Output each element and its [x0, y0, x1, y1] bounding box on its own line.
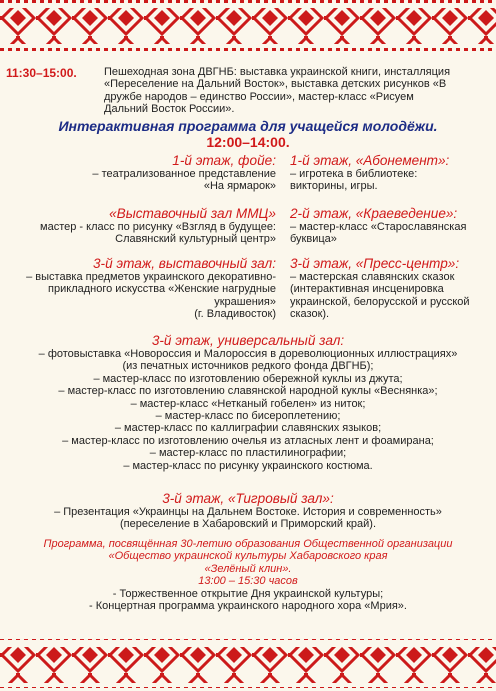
section-line: – мастер-класс по бисероплетению; — [155, 410, 341, 423]
section-line: украшения» — [214, 295, 276, 308]
section-heading: 1-й этаж, «Абонемент»: — [290, 153, 450, 168]
section-line: (переселение в Хабаровский и Приморский край). — [119, 518, 377, 531]
anniversary-item: - Концертная программа украинского народного хора «Мрия». — [89, 600, 407, 613]
section-universal — [0, 333, 496, 472]
program-title: Интерактивная программа для учащейся молодёжи. — [58, 118, 438, 134]
section-heading: 1-й этаж, фойе: — [172, 153, 276, 168]
section-kraevedenie — [290, 206, 492, 246]
section-line: «На ярмарок» — [203, 180, 276, 193]
section-line: – театрализованное представление — [92, 168, 276, 180]
section-line: – фотовыставка «Новороссия и Малороссия в дореволюционных иллюстрациях» — [38, 348, 458, 360]
intro-line: дружбе народов – единство России», мастер-класс «Рисуем — [104, 90, 414, 103]
section-line: буквица» — [290, 233, 337, 246]
section-line: – мастер-класс по изготовлению очелья из атласных лент и фоамирана; — [62, 434, 434, 447]
section-line: Славянский культурный центр» — [115, 233, 276, 246]
section-abonement — [290, 153, 492, 193]
intro-line: Пешеходная зона ДВГНБ: выставка украинской книги, инсталляция — [104, 66, 451, 78]
section-line: – мастер-класс по изготовлению славянской народной куклы «Веснянка»; — [58, 385, 438, 398]
intro-time: 11:30–15:00. — [6, 66, 77, 80]
section-line: – выставка предметов украинского декоративно- — [26, 271, 276, 283]
section-line: – мастер-класс по каллиграфии славянских языков; — [114, 422, 382, 435]
section-heading: 3-й этаж, универсальный зал: — [151, 333, 345, 348]
section-heading: «Выставочный зал ММЦ» — [109, 206, 276, 221]
section-heading: 3-й этаж, «Тигровый зал»: — [162, 491, 334, 506]
intro-line: Дальний Восток России». — [104, 103, 235, 116]
section-line: (интерактивная инсценировка — [290, 283, 444, 296]
section-line: – мастер-класс «Нетканый гобелен» из ниток; — [130, 397, 366, 410]
anniversary-time: 13:00 – 15:30 часов — [198, 575, 298, 588]
section-line: (из печатных источников редкого фонда ДВГНБ); — [122, 360, 374, 373]
section-line: (г. Владивосток) — [194, 308, 276, 321]
section-line: – мастер-класс по рисунку украинского костюма. — [123, 459, 373, 472]
program-time: 12:00–14:00. — [206, 134, 290, 150]
section-line: украинской, белорусской и русской — [290, 295, 470, 308]
section-line: – мастер-класс по пластилинографии; — [149, 447, 347, 460]
section-tiger — [0, 491, 496, 531]
program-header — [0, 118, 496, 150]
section-line: – игротека в библиотеке: — [290, 168, 418, 180]
top-ornament-border — [0, 0, 496, 54]
section-line: – мастер-класс «Старославянская — [290, 221, 467, 233]
section-heading: 2-й этаж, «Краеведение»: — [290, 206, 458, 221]
section-line: сказок). — [290, 308, 330, 321]
section-line: – Презентация «Украинцы на Дальнем Востоке. История и современность» — [54, 506, 442, 518]
section-line: – мастер-класс по изготовлению обережной куклы из джута; — [93, 372, 403, 385]
section-line: прикладного искусства «Женские нагрудные — [48, 283, 276, 296]
section-line: – мастерская славянских сказок — [290, 271, 455, 283]
anniversary-line: Программа, посвящённая 30-летию образования Общественной организации — [43, 538, 453, 550]
intro-line: «Переселение на Дальний Восток», выставка детских рисунков «В — [104, 78, 447, 91]
section-exhibit3 — [2, 256, 276, 321]
section-heading: 3-й этаж, «Пресс-центр»: — [290, 256, 460, 271]
section-mmc — [4, 206, 276, 246]
intro-section — [6, 66, 492, 116]
bottom-ornament-border — [0, 637, 496, 691]
section-foyer — [4, 153, 276, 193]
section-heading: 3-й этаж, выставочный зал: — [93, 256, 276, 271]
section-press — [290, 256, 492, 321]
section-line: викторины, игры. — [290, 180, 378, 193]
anniversary-line: «Общество украинской культуры Хабаровского края — [108, 550, 388, 563]
anniversary-line: «Зелёный клин». — [204, 562, 292, 575]
anniversary-item: - Торжественное открытие Дня украинской культуры; — [112, 587, 384, 600]
section-anniversary — [0, 538, 496, 612]
section-line: мастер - класс по рисунку «Взгляд в будущее: — [40, 221, 276, 233]
